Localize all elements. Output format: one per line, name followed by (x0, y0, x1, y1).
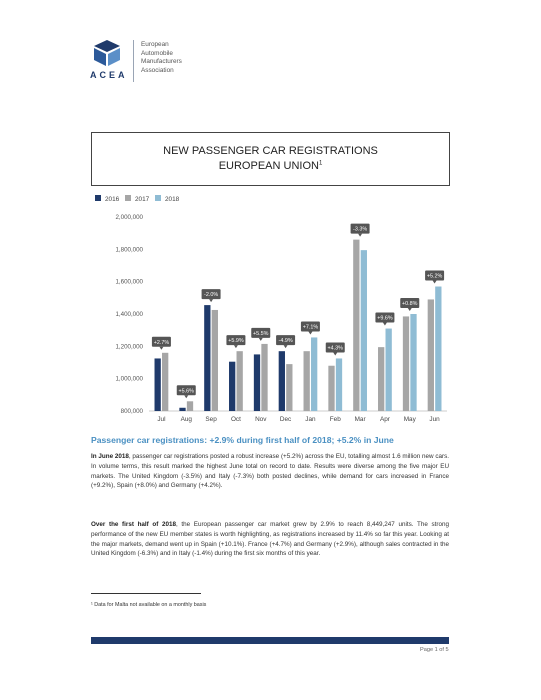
change-badge-pointer (433, 281, 437, 284)
change-label: +5.6% (178, 388, 194, 395)
report-subtitle-text: EUROPEAN UNION (218, 160, 319, 172)
page-number: Page 1 of 5 (420, 647, 449, 653)
bar-2018 (386, 329, 392, 411)
bar-2017 (403, 316, 409, 411)
acea-logo-icon (90, 38, 124, 68)
change-badge-pointer (159, 347, 163, 350)
bar-2017 (328, 366, 334, 411)
paragraph-june-body: , passenger car registrations posted a robust increase (+5.2%) across the EU, totalling almost 1.6 million new cars. In volume terms, this result marked the highest June total on record to date. Results were diverse among the five major EU markets. The United Kingdom (-3.5%) and Italy (-7.3%) both posted declines, while demand for cars increased in France (+9.2%), Spain (+8.0%) and Germany (+4.2%). (91, 453, 449, 490)
x-tick-label: Jul (157, 416, 166, 423)
paragraph-first-half-body: , the European passenger car market grew by 2.9% to reach 8,449,247 units. The strong performance of the new EU member states is worth highlighting, as registrations increased by 11.4% so far this year. Looking at the major markets, demand went up in Spain (+10.1%). France (+4.7%) and Germany (+2.9%), although sales contracted in the United Kingdom (-6.3%) and in Italy (-1.4%) during the first six months of this year. (91, 521, 449, 558)
bar-2017 (304, 351, 310, 411)
change-badge-pointer (358, 234, 362, 237)
y-tick-label: 1,600,000 (115, 278, 143, 286)
legend-swatch (155, 195, 161, 201)
bar-2017 (212, 310, 218, 411)
legend-swatch (95, 195, 101, 201)
report-title-box (91, 132, 450, 186)
bar-2018 (361, 250, 367, 411)
x-tick-label: Jan (305, 416, 316, 423)
logo-name-line: Manufacturers (141, 58, 182, 66)
footnote-marker: 1 (318, 160, 323, 167)
bar-2016 (254, 354, 260, 411)
y-tick-label: 1,200,000 (115, 343, 143, 351)
y-tick-label: 2,000,000 (115, 214, 143, 221)
change-label: -4.9% (278, 338, 293, 345)
paragraph-first-half (91, 520, 449, 559)
x-tick-label: Oct (230, 416, 241, 423)
report-subtitle (92, 160, 449, 172)
change-label: +5.5% (253, 330, 269, 337)
footnote: ¹ Data for Malta not available on a monthly basis (91, 602, 207, 608)
x-tick-label: Dec (279, 416, 292, 423)
paragraph-june (91, 452, 449, 491)
y-tick-label: 1,400,000 (115, 311, 143, 318)
bar-2017 (237, 351, 243, 411)
change-label: -2.0% (204, 292, 219, 299)
change-badge-pointer (308, 331, 312, 334)
change-badge-pointer (333, 352, 337, 355)
logo-letters: ACEA (90, 70, 128, 80)
change-badge-pointer (383, 323, 387, 326)
change-badge-pointer (284, 345, 288, 348)
x-tick-label: Aug (180, 416, 192, 423)
bar-2016 (279, 351, 285, 411)
y-tick-label: 800,000 (120, 408, 143, 415)
change-badge-pointer (234, 345, 238, 348)
x-tick-label: Apr (379, 416, 390, 423)
bar-2016 (179, 408, 185, 411)
change-label: -3.3% (353, 226, 368, 233)
change-label: +5.9% (228, 338, 244, 345)
bar-2017 (162, 353, 168, 411)
change-badge-pointer (408, 308, 412, 311)
bar-2018 (410, 314, 416, 411)
registrations-bar-chart (91, 190, 450, 430)
logo-name (141, 41, 182, 75)
change-badge-pointer (259, 338, 263, 341)
legend-swatch (125, 195, 131, 201)
paragraph-first-half-lead: Over the first half of 2018 (91, 521, 176, 528)
footnote-rule (91, 593, 201, 594)
paragraph-june-lead: In June 2018 (91, 453, 129, 460)
bar-2016 (204, 305, 210, 411)
change-label: +5.2% (426, 273, 443, 280)
x-tick-label: May (403, 416, 416, 423)
logo-name-line: Association (141, 66, 174, 74)
bar-2016 (155, 358, 161, 411)
change-label: +0.8% (402, 301, 418, 307)
bar-2018 (311, 337, 317, 411)
legend-label: 2016 (105, 196, 120, 203)
report-title: NEW PASSENGER CAR REGISTRATIONS (163, 145, 378, 157)
change-label: +2.7% (153, 339, 170, 346)
footer-bar (91, 637, 449, 644)
logo-name-line: European (141, 41, 169, 48)
bar-2017 (286, 364, 292, 411)
bar-2016 (229, 362, 235, 411)
logo-name-line: Automobile (141, 49, 173, 57)
bar-2017 (378, 347, 384, 411)
x-tick-label: Mar (354, 416, 366, 423)
change-label: +7.1% (302, 324, 319, 331)
legend-label: 2017 (135, 196, 150, 203)
x-tick-label: Jun (429, 416, 440, 423)
bar-2017 (353, 240, 359, 411)
x-tick-label: Feb (329, 416, 341, 423)
y-tick-label: 1,000,000 (115, 375, 143, 383)
x-tick-label: Nov (255, 416, 267, 423)
section-heading: Passenger car registrations: +2.9% during first half of 2018; +5.2% in June (91, 435, 394, 445)
bar-2017 (261, 344, 267, 411)
change-badge-pointer (184, 395, 188, 398)
bar-2017 (187, 401, 193, 411)
legend-label: 2018 (165, 196, 180, 203)
bar-2018 (336, 358, 342, 411)
change-badge-pointer (209, 299, 213, 302)
change-label: +9.6% (377, 315, 393, 322)
bar-2018 (435, 287, 441, 411)
change-label: +4.3% (327, 345, 343, 352)
x-tick-label: Sep (205, 416, 217, 423)
logo-divider (133, 40, 134, 82)
bar-2017 (428, 299, 434, 411)
y-tick-label: 1,800,000 (115, 246, 143, 254)
